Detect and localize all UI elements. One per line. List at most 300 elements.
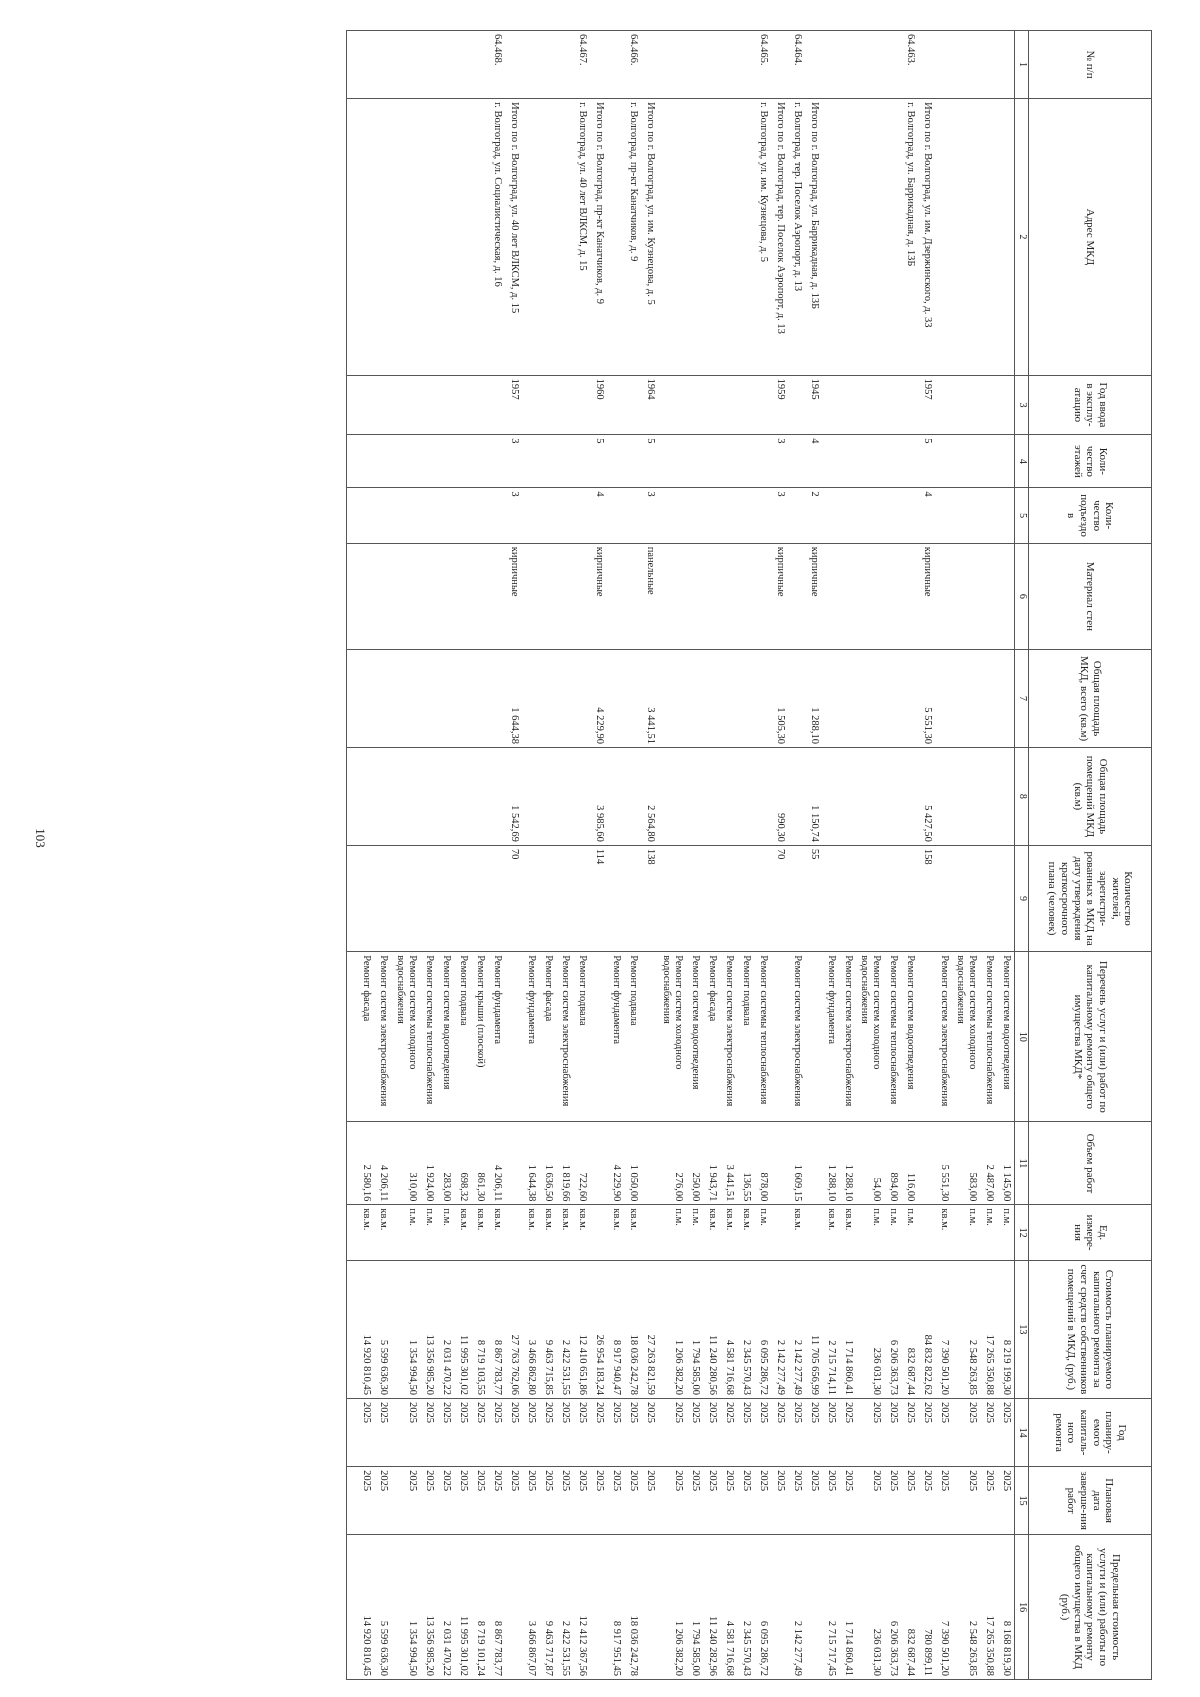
cell-area-rooms — [686, 747, 703, 845]
cell-walls — [754, 543, 771, 649]
cell-cost: 27 263 821,59 — [641, 1260, 658, 1398]
table-row — [980, 31, 997, 1680]
cell-entrances — [788, 488, 805, 543]
cell-entrances — [658, 488, 686, 543]
cell-work: Ремонт систем водоотведения — [997, 952, 1015, 1122]
cell-volume — [771, 1122, 788, 1205]
cell-unit: кв.м. — [539, 1205, 556, 1260]
cell-unit: п.м. — [997, 1205, 1015, 1260]
cell-limit: 11 240 282,96 — [703, 1535, 720, 1680]
cell-entrances — [997, 488, 1015, 543]
cell-end: 2025 — [624, 1467, 641, 1535]
cell-walls — [454, 543, 471, 649]
cell-addr — [884, 99, 901, 376]
cell-entrances: 3 — [505, 488, 522, 543]
cell-year: 2025 — [703, 1399, 720, 1467]
cell-num — [420, 31, 437, 99]
cell-floors: 4 — [805, 435, 822, 488]
cell-walls — [522, 543, 539, 649]
cell-year-built — [522, 375, 539, 435]
cell-cost: 5 599 636,30 — [375, 1260, 392, 1398]
cell-cost: 11 995 301,02 — [454, 1260, 471, 1398]
cell-entrances — [856, 488, 884, 543]
cell-volume: 310,00 — [392, 1122, 420, 1205]
spacer-cell — [347, 845, 358, 951]
table-row — [839, 31, 856, 1680]
cell-residents — [437, 845, 454, 951]
cell-walls — [952, 543, 980, 649]
cell-year-built — [471, 375, 488, 435]
cell-cost: 2 142 277,49 — [788, 1260, 805, 1398]
column-number: 12 — [1015, 1205, 1029, 1260]
cell-end: 2025 — [607, 1467, 624, 1535]
cell-residents — [607, 845, 624, 951]
cell-year-built — [997, 375, 1015, 435]
cell-volume: 1 819,66 — [556, 1122, 573, 1205]
cell-area-rooms — [573, 747, 590, 845]
cell-area-rooms — [901, 747, 918, 845]
spacer-cell — [347, 99, 358, 376]
cell-entrances: 4 — [918, 488, 935, 543]
cell-limit: 780 899,11 — [918, 1535, 935, 1680]
cell-area-total — [856, 650, 884, 748]
column-header: Предельная стоимость услуги и (или) работы по капитальному ремонту общего имущества в МКД (руб.) — [1029, 1535, 1152, 1680]
cell-entrances — [737, 488, 754, 543]
cell-volume: 4 229,90 — [607, 1122, 624, 1205]
cell-volume: 1 288,10 — [839, 1122, 856, 1205]
cell-cost: 8 917 940,47 — [607, 1260, 624, 1398]
cell-work — [590, 952, 607, 1122]
cell-year-built — [454, 375, 471, 435]
cell-addr: г. Волгоград, ул. Социалистическая, д. 16 — [488, 99, 505, 376]
cell-addr: Итого по г. Волгоград, тер. Поселок Аэропорт, д. 13 — [771, 99, 788, 376]
cell-work: Ремонт систем электроснабжения — [839, 952, 856, 1122]
cell-limit: 8 719 101,24 — [471, 1535, 488, 1680]
cell-num — [918, 31, 935, 99]
table-body — [347, 31, 1015, 1680]
cell-entrances — [488, 488, 505, 543]
cell-addr — [358, 99, 375, 376]
cell-year-built — [488, 375, 505, 435]
cell-area-rooms — [997, 747, 1015, 845]
cell-area-rooms: 2 564,80 — [641, 747, 658, 845]
cell-year: 2025 — [454, 1399, 471, 1467]
cell-addr: г. Волгоград, ул. Баррикадная, д. 13Б — [901, 99, 918, 376]
cell-volume: 1 924,00 — [420, 1122, 437, 1205]
cell-work: Ремонт подвала — [573, 952, 590, 1122]
cell-area-total — [539, 650, 556, 748]
cell-addr — [980, 99, 997, 376]
rotated-sheet — [34, 30, 1152, 1680]
cell-unit — [505, 1205, 522, 1260]
cell-unit — [805, 1205, 822, 1260]
cell-addr — [471, 99, 488, 376]
cell-num — [505, 31, 522, 99]
cell-area-total — [997, 650, 1015, 748]
cell-end: 2025 — [437, 1467, 454, 1535]
table-row — [658, 31, 686, 1680]
cell-volume — [918, 1122, 935, 1205]
cell-year-built — [754, 375, 771, 435]
table-row — [720, 31, 737, 1680]
cell-num — [935, 31, 952, 99]
column-header: Общая площадь МКД, всего (кв.м) — [1029, 650, 1152, 748]
cell-addr: г. Волгоград, тер. Поселок Аэропорт, д. 13 — [788, 99, 805, 376]
cell-area-rooms — [952, 747, 980, 845]
cell-area-total: 1 644,38 — [505, 650, 522, 748]
cell-limit — [771, 1535, 788, 1680]
cell-cost: 3 466 862,80 — [522, 1260, 539, 1398]
cell-floors — [952, 435, 980, 488]
cell-area-total — [471, 650, 488, 748]
cell-cost: 1 794 585,00 — [686, 1260, 703, 1398]
cell-entrances — [454, 488, 471, 543]
cell-residents — [703, 845, 720, 951]
table-row — [420, 31, 437, 1680]
cell-volume: 250,00 — [686, 1122, 703, 1205]
cell-volume — [805, 1122, 822, 1205]
cell-entrances — [720, 488, 737, 543]
cell-walls — [935, 543, 952, 649]
cell-num — [997, 31, 1015, 99]
cell-limit: 13 356 985,20 — [420, 1535, 437, 1680]
cell-floors — [375, 435, 392, 488]
spacer-cell — [347, 375, 358, 435]
cell-volume — [505, 1122, 522, 1205]
cell-work: Ремонт систем холодного водоснабжения — [392, 952, 420, 1122]
cell-area-total — [686, 650, 703, 748]
cell-walls — [539, 543, 556, 649]
cell-unit: кв.м. — [573, 1205, 590, 1260]
cell-entrances — [556, 488, 573, 543]
cell-year: 2025 — [754, 1399, 771, 1467]
cell-area-rooms — [471, 747, 488, 845]
cell-floors — [737, 435, 754, 488]
cell-limit: 3 466 867,07 — [522, 1535, 539, 1680]
cell-work: Ремонт систем водоотведения — [437, 952, 454, 1122]
cell-limit — [805, 1535, 822, 1680]
cell-area-rooms — [556, 747, 573, 845]
table-row — [454, 31, 471, 1680]
cell-addr — [997, 99, 1015, 376]
column-number-row — [1015, 31, 1029, 1680]
cell-area-total — [884, 650, 901, 748]
column-header: Год ввода в эксплу-атацию — [1029, 375, 1152, 435]
cell-area-total — [822, 650, 839, 748]
cell-end: 2025 — [420, 1467, 437, 1535]
cell-floors — [607, 435, 624, 488]
cell-num: 64.463. — [901, 31, 918, 99]
cell-residents — [884, 845, 901, 951]
cell-year-built: 1959 — [771, 375, 788, 435]
cell-year: 2025 — [918, 1399, 935, 1467]
table-row — [471, 31, 488, 1680]
cell-volume: 861,30 — [471, 1122, 488, 1205]
cell-end: 2025 — [505, 1467, 522, 1535]
cell-unit: п.м. — [856, 1205, 884, 1260]
cell-floors — [980, 435, 997, 488]
cell-unit: п.м. — [420, 1205, 437, 1260]
cell-num: 64.467. — [573, 31, 590, 99]
table-row — [952, 31, 980, 1680]
cell-area-rooms — [822, 747, 839, 845]
cell-end: 2025 — [788, 1467, 805, 1535]
cell-residents — [488, 845, 505, 951]
cell-area-rooms — [788, 747, 805, 845]
cell-walls — [488, 543, 505, 649]
cell-end: 2025 — [488, 1467, 505, 1535]
cell-num — [437, 31, 454, 99]
cell-unit: п.м. — [437, 1205, 454, 1260]
cell-limit: 1 354 994,50 — [392, 1535, 420, 1680]
column-header: № п/п — [1029, 31, 1152, 99]
cell-area-total: 5 551,30 — [918, 650, 935, 748]
table-row — [703, 31, 720, 1680]
cell-residents: 55 — [805, 845, 822, 951]
cell-volume: 1 050,00 — [624, 1122, 641, 1205]
cell-volume: 1 609,15 — [788, 1122, 805, 1205]
cell-area-total: 1 288,10 — [805, 650, 822, 748]
cell-work: Ремонт фундамента — [822, 952, 839, 1122]
cell-walls — [437, 543, 454, 649]
cell-floors — [856, 435, 884, 488]
cell-area-total: 3 441,51 — [641, 650, 658, 748]
cell-floors — [573, 435, 590, 488]
cell-num — [980, 31, 997, 99]
cell-work: Ремонт систем электроснабжения — [720, 952, 737, 1122]
cell-cost: 12 410 651,86 — [573, 1260, 590, 1398]
cell-cost: 6 095 286,72 — [754, 1260, 771, 1398]
cell-work — [805, 952, 822, 1122]
cell-area-rooms — [375, 747, 392, 845]
cell-limit — [505, 1535, 522, 1680]
cell-limit: 7 390 501,20 — [935, 1535, 952, 1680]
cell-num — [884, 31, 901, 99]
cell-end: 2025 — [997, 1467, 1015, 1535]
cell-limit — [590, 1535, 607, 1680]
cell-addr: Итого по г. Волгоград, ул. им. Кузнецова, д. 5 — [641, 99, 658, 376]
cell-residents — [658, 845, 686, 951]
cell-cost: 13 356 985,20 — [420, 1260, 437, 1398]
cell-area-total: 1 505,30 — [771, 650, 788, 748]
cell-residents — [720, 845, 737, 951]
cell-end: 2025 — [839, 1467, 856, 1535]
cell-unit: кв.м. — [471, 1205, 488, 1260]
cell-end: 2025 — [573, 1467, 590, 1535]
cell-residents — [471, 845, 488, 951]
cell-addr: Итого по г. Волгоград, ул. Баррикадная, д. 13Б — [805, 99, 822, 376]
cell-area-rooms — [658, 747, 686, 845]
cell-area-total — [839, 650, 856, 748]
cell-year: 2025 — [980, 1399, 997, 1467]
cell-floors: 5 — [641, 435, 658, 488]
cell-walls — [420, 543, 437, 649]
cell-walls — [624, 543, 641, 649]
cell-unit: кв.м. — [488, 1205, 505, 1260]
cell-year-built — [822, 375, 839, 435]
cell-num — [556, 31, 573, 99]
cell-volume: 878,00 — [754, 1122, 771, 1205]
cell-addr — [822, 99, 839, 376]
cell-walls — [686, 543, 703, 649]
cell-cost: 2 422 531,55 — [556, 1260, 573, 1398]
table-row — [437, 31, 454, 1680]
cell-entrances — [358, 488, 375, 543]
cell-area-total — [788, 650, 805, 748]
cell-end: 2025 — [556, 1467, 573, 1535]
cell-area-total — [754, 650, 771, 748]
cell-area-rooms — [358, 747, 375, 845]
cell-year-built — [884, 375, 901, 435]
cell-walls — [703, 543, 720, 649]
spacer-cell — [347, 31, 358, 99]
cell-entrances — [573, 488, 590, 543]
cell-limit: 8 168 819,30 — [997, 1535, 1015, 1680]
cell-num — [522, 31, 539, 99]
cell-unit — [641, 1205, 658, 1260]
cell-entrances — [884, 488, 901, 543]
cell-limit: 4 581 716,68 — [720, 1535, 737, 1680]
cell-work: Ремонт фасада — [358, 952, 375, 1122]
cell-area-rooms — [437, 747, 454, 845]
cell-year-built — [686, 375, 703, 435]
column-header: Год планиру-емого капиталь-ного ремонта — [1029, 1399, 1152, 1467]
column-header: Общая площадь помещений МКД (кв.м) — [1029, 747, 1152, 845]
cell-floors — [658, 435, 686, 488]
cell-end: 2025 — [918, 1467, 935, 1535]
cell-limit: 1 714 860,41 — [839, 1535, 856, 1680]
cell-addr: г. Волгоград, пр-кт Канатчиков, д. 9 — [624, 99, 641, 376]
cell-area-rooms — [703, 747, 720, 845]
cell-num — [771, 31, 788, 99]
cell-floors — [788, 435, 805, 488]
cell-cost: 2 142 277,49 — [771, 1260, 788, 1398]
cell-end: 2025 — [641, 1467, 658, 1535]
cell-work: Ремонт систем электроснабжения — [935, 952, 952, 1122]
cell-work — [641, 952, 658, 1122]
cell-floors — [720, 435, 737, 488]
header-row — [1029, 31, 1152, 1680]
table-row — [737, 31, 754, 1680]
cell-volume: 116,00 — [901, 1122, 918, 1205]
table-row — [856, 31, 884, 1680]
cell-addr — [703, 99, 720, 376]
cell-year-built — [952, 375, 980, 435]
cell-unit: кв.м. — [788, 1205, 805, 1260]
cell-year: 2025 — [488, 1399, 505, 1467]
cell-cost: 26 954 183,24 — [590, 1260, 607, 1398]
cell-end: 2025 — [720, 1467, 737, 1535]
cell-work: Ремонт подвала — [737, 952, 754, 1122]
cell-addr — [658, 99, 686, 376]
cell-residents — [375, 845, 392, 951]
cell-residents — [420, 845, 437, 951]
cell-num: 64.466. — [624, 31, 641, 99]
cell-addr: г. Волгоград, ул. им. Кузнецова, д. 5 — [754, 99, 771, 376]
cell-entrances — [375, 488, 392, 543]
cell-addr — [392, 99, 420, 376]
cell-work: Ремонт систем электроснабжения — [788, 952, 805, 1122]
column-number: 5 — [1015, 488, 1029, 543]
cell-year: 2025 — [935, 1399, 952, 1467]
cell-area-total — [437, 650, 454, 748]
cell-num — [658, 31, 686, 99]
cell-addr — [720, 99, 737, 376]
cell-residents: 70 — [771, 845, 788, 951]
cell-year: 2025 — [624, 1399, 641, 1467]
cell-num: 64.465. — [754, 31, 771, 99]
cell-area-total — [624, 650, 641, 748]
cell-work: Ремонт системы теплоснабжения — [754, 952, 771, 1122]
table-row — [624, 31, 641, 1680]
cell-unit: п.м. — [980, 1205, 997, 1260]
cell-year: 2025 — [590, 1399, 607, 1467]
cell-num: 64.464. — [788, 31, 805, 99]
cell-walls — [839, 543, 856, 649]
cell-unit: п.м. — [901, 1205, 918, 1260]
cell-entrances — [952, 488, 980, 543]
cell-walls — [997, 543, 1015, 649]
cell-area-rooms — [539, 747, 556, 845]
table-row — [358, 31, 375, 1680]
cell-year: 2025 — [720, 1399, 737, 1467]
cell-end: 2025 — [358, 1467, 375, 1535]
cell-area-rooms — [420, 747, 437, 845]
cell-entrances — [822, 488, 839, 543]
cell-num — [471, 31, 488, 99]
cell-entrances — [901, 488, 918, 543]
cell-area-rooms: 5 427,50 — [918, 747, 935, 845]
cell-volume: 2 580,16 — [358, 1122, 375, 1205]
cell-area-total — [420, 650, 437, 748]
cell-unit: кв.м. — [624, 1205, 641, 1260]
column-header: Перечень услуг и (или) работ по капитальному ремонту общего имущества МКД* — [1029, 952, 1152, 1122]
cell-walls: панельные — [641, 543, 658, 649]
cell-area-rooms — [720, 747, 737, 845]
cell-unit: п.м. — [754, 1205, 771, 1260]
cell-cost: 4 581 716,68 — [720, 1260, 737, 1398]
cell-volume: 5 551,30 — [935, 1122, 952, 1205]
cell-year-built — [658, 375, 686, 435]
cell-walls — [607, 543, 624, 649]
spacer-cell — [347, 488, 358, 543]
total-row — [918, 31, 935, 1680]
column-number: 9 — [1015, 845, 1029, 951]
cell-year: 2025 — [822, 1399, 839, 1467]
table-row — [935, 31, 952, 1680]
cell-residents: 114 — [590, 845, 607, 951]
cell-year-built — [556, 375, 573, 435]
cell-entrances — [420, 488, 437, 543]
cell-residents — [522, 845, 539, 951]
cell-work: Ремонт систем холодного водоснабжения — [856, 952, 884, 1122]
cell-limit: 9 463 717,87 — [539, 1535, 556, 1680]
cell-floors — [884, 435, 901, 488]
cell-entrances — [522, 488, 539, 543]
cell-end: 2025 — [686, 1467, 703, 1535]
cell-year-built: 1964 — [641, 375, 658, 435]
cell-floors — [522, 435, 539, 488]
cell-end: 2025 — [522, 1467, 539, 1535]
cell-year-built — [720, 375, 737, 435]
cell-area-total — [573, 650, 590, 748]
cell-num — [454, 31, 471, 99]
cell-year-built — [935, 375, 952, 435]
column-number: 15 — [1015, 1467, 1029, 1535]
total-row — [805, 31, 822, 1680]
cell-work: Ремонт систем водоотведения — [686, 952, 703, 1122]
table-row — [607, 31, 624, 1680]
